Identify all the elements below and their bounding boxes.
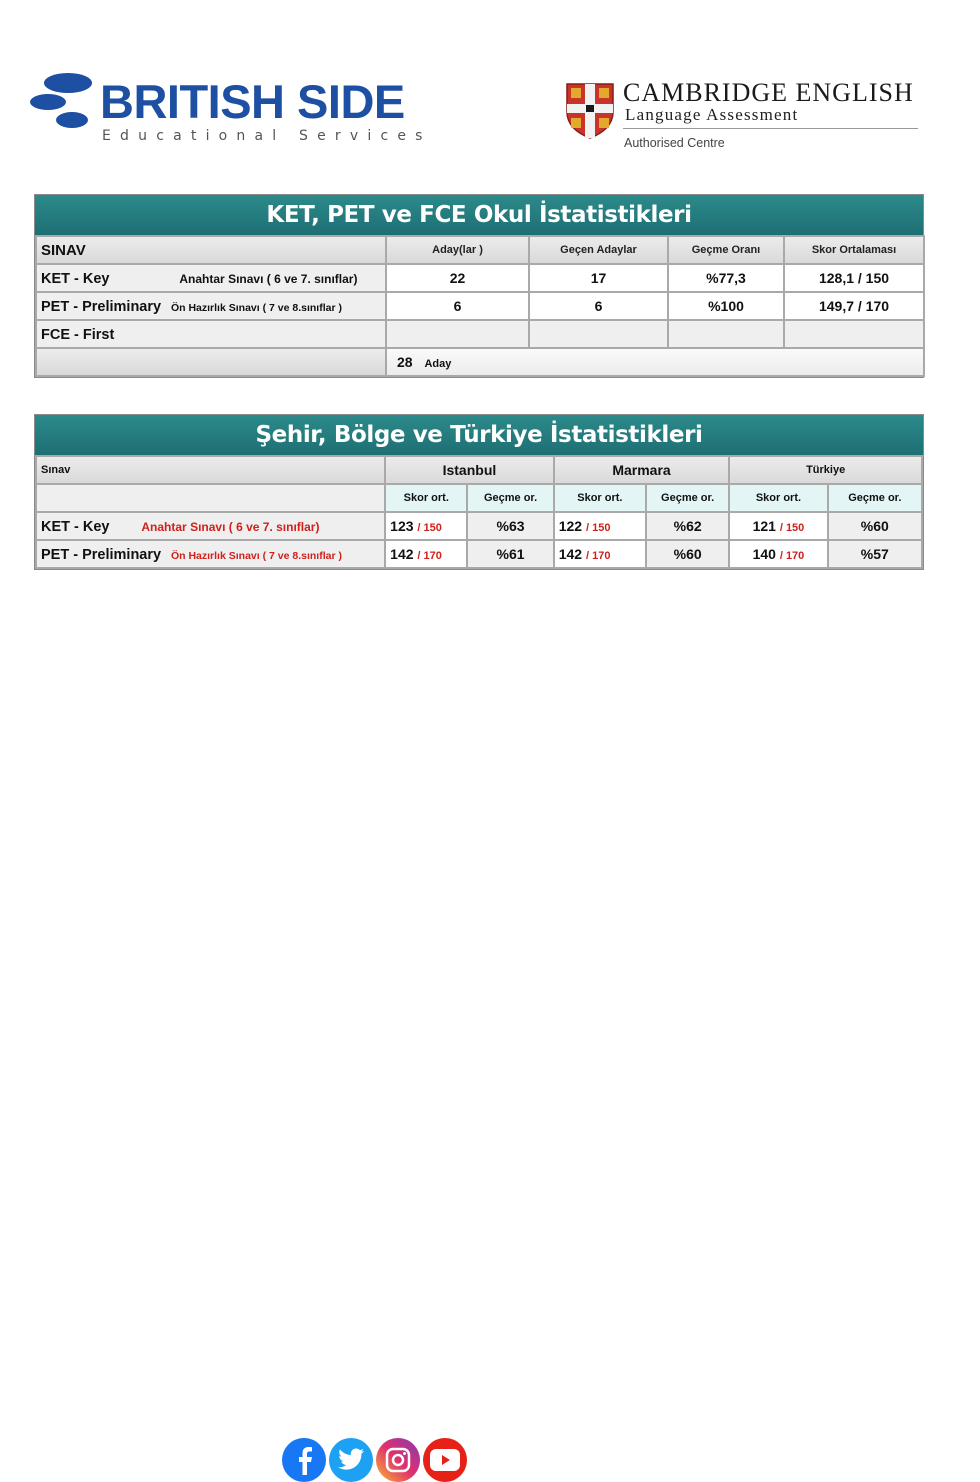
youtube-icon[interactable] bbox=[423, 1438, 467, 1482]
exam-name: KET - Key bbox=[41, 270, 110, 287]
exam-description: Ön Hazırlık Sınavı ( 7 ve 8.sınıflar ) bbox=[170, 549, 342, 562]
candidates-value: 6 bbox=[386, 292, 529, 320]
score-average-value: 149,7 / 170 bbox=[784, 292, 924, 320]
cambridge-authorised-centre: Authorised Centre bbox=[624, 136, 725, 150]
candidates-value bbox=[386, 320, 529, 348]
score-value: 122 bbox=[558, 518, 583, 534]
score-max: / 170 bbox=[417, 550, 442, 562]
score-cell bbox=[729, 512, 827, 540]
header-sinav: SINAV bbox=[36, 236, 386, 264]
total-cell bbox=[386, 348, 924, 376]
score-max: / 170 bbox=[585, 550, 611, 562]
score-max: / 150 bbox=[779, 522, 805, 534]
score-average-value: 128,1 / 150 bbox=[784, 264, 924, 292]
candidates-value: 22 bbox=[386, 264, 529, 292]
score-cell bbox=[554, 540, 646, 568]
cambridge-logo bbox=[565, 80, 925, 155]
score-cell bbox=[385, 512, 467, 540]
header-istanbul: Istanbul bbox=[385, 456, 554, 484]
school-stats-panel bbox=[34, 194, 924, 378]
total-value: 28 bbox=[397, 354, 413, 370]
score-value: 142 bbox=[558, 546, 583, 562]
pass-value: %57 bbox=[828, 540, 922, 568]
exam-cell bbox=[36, 540, 385, 568]
region-stats-panel bbox=[34, 414, 924, 570]
pass-value: %60 bbox=[828, 512, 922, 540]
header-turkiye: Türkiye bbox=[729, 456, 922, 484]
exam-name: FCE - First bbox=[41, 326, 115, 343]
score-value: 142 bbox=[390, 546, 414, 562]
subheader-score: Skor ort. bbox=[385, 484, 467, 512]
score-cell bbox=[385, 540, 467, 568]
subheader-pass: Geçme or. bbox=[467, 484, 553, 512]
pass-value: %62 bbox=[646, 512, 729, 540]
british-side-logo bbox=[30, 70, 430, 150]
table-row bbox=[36, 292, 924, 320]
total-row bbox=[36, 348, 924, 376]
region-stats-table bbox=[35, 455, 923, 569]
total-label: Aday bbox=[424, 358, 452, 370]
score-value: 123 bbox=[390, 518, 414, 534]
subheader-pass: Geçme or. bbox=[646, 484, 729, 512]
exam-name: PET - Preliminary bbox=[41, 298, 162, 315]
exam-name: PET - Preliminary bbox=[41, 546, 162, 563]
british-side-mark-icon bbox=[30, 70, 94, 132]
total-label-cell bbox=[36, 348, 386, 376]
table-row bbox=[36, 540, 922, 568]
subheader-score: Skor ort. bbox=[729, 484, 827, 512]
twitter-icon[interactable] bbox=[329, 1438, 373, 1482]
instagram-icon[interactable] bbox=[376, 1438, 420, 1482]
score-value: 140 bbox=[752, 546, 776, 562]
passed-value: 6 bbox=[529, 292, 668, 320]
exam-cell bbox=[36, 264, 386, 292]
pass-rate-value: %77,3 bbox=[668, 264, 784, 292]
region-stats-title: Şehir, Bölge ve Türkiye İstatistikleri bbox=[35, 415, 923, 455]
school-stats-table bbox=[35, 235, 925, 377]
exam-cell bbox=[36, 292, 386, 320]
score-average-value bbox=[784, 320, 924, 348]
header-candidates: Aday(lar ) bbox=[386, 236, 529, 264]
exam-description: Anahtar Sınavı ( 6 ve 7. sınıflar) bbox=[141, 519, 320, 534]
pass-value: %63 bbox=[467, 512, 553, 540]
pass-value: %61 bbox=[467, 540, 553, 568]
table-row bbox=[36, 512, 922, 540]
pass-value: %60 bbox=[646, 540, 729, 568]
exam-cell bbox=[36, 320, 386, 348]
header-passed: Geçen Adaylar bbox=[529, 236, 668, 264]
exam-description: Ön Hazırlık Sınavı ( 7 ve 8.sınıflar ) bbox=[170, 301, 342, 314]
header-score-average: Skor Ortalaması bbox=[784, 236, 924, 264]
pass-rate-value bbox=[668, 320, 784, 348]
header-marmara: Marmara bbox=[554, 456, 730, 484]
header-pass-rate: Geçme Oranı bbox=[668, 236, 784, 264]
table-row bbox=[36, 264, 924, 292]
score-max: / 170 bbox=[779, 550, 805, 562]
exam-name: KET - Key bbox=[41, 518, 110, 535]
british-side-subtitle: Educational Services bbox=[102, 128, 432, 144]
cambridge-divider bbox=[623, 128, 918, 129]
subheader-pass: Geçme or. bbox=[828, 484, 922, 512]
pass-rate-value: %100 bbox=[668, 292, 784, 320]
subheader-blank bbox=[36, 484, 385, 512]
subheader-score: Skor ort. bbox=[554, 484, 646, 512]
passed-value: 17 bbox=[529, 264, 668, 292]
score-max: / 150 bbox=[417, 522, 442, 534]
exam-description: Anahtar Sınavı ( 6 ve 7. sınıflar) bbox=[179, 271, 358, 286]
exam-cell bbox=[36, 512, 385, 540]
score-value: 121 bbox=[752, 518, 776, 534]
region-header-row bbox=[36, 456, 922, 484]
cambridge-title: CAMBRIDGE ENGLISH bbox=[623, 78, 914, 107]
score-max: / 150 bbox=[585, 522, 611, 534]
school-stats-title: KET, PET ve FCE Okul İstatistikleri bbox=[35, 195, 923, 235]
school-stats-header-row bbox=[36, 236, 924, 264]
table-row bbox=[36, 320, 924, 348]
british-side-title: BRITISH SIDE bbox=[100, 75, 405, 128]
header-sinav: Sınav bbox=[36, 456, 385, 484]
region-subheader-row bbox=[36, 484, 922, 512]
score-cell bbox=[554, 512, 646, 540]
passed-value bbox=[529, 320, 668, 348]
facebook-icon[interactable] bbox=[282, 1438, 326, 1482]
cambridge-subtitle: Language Assessment bbox=[625, 105, 799, 124]
social-links bbox=[282, 1438, 467, 1482]
score-cell bbox=[729, 540, 827, 568]
cambridge-shield-icon bbox=[565, 82, 615, 140]
